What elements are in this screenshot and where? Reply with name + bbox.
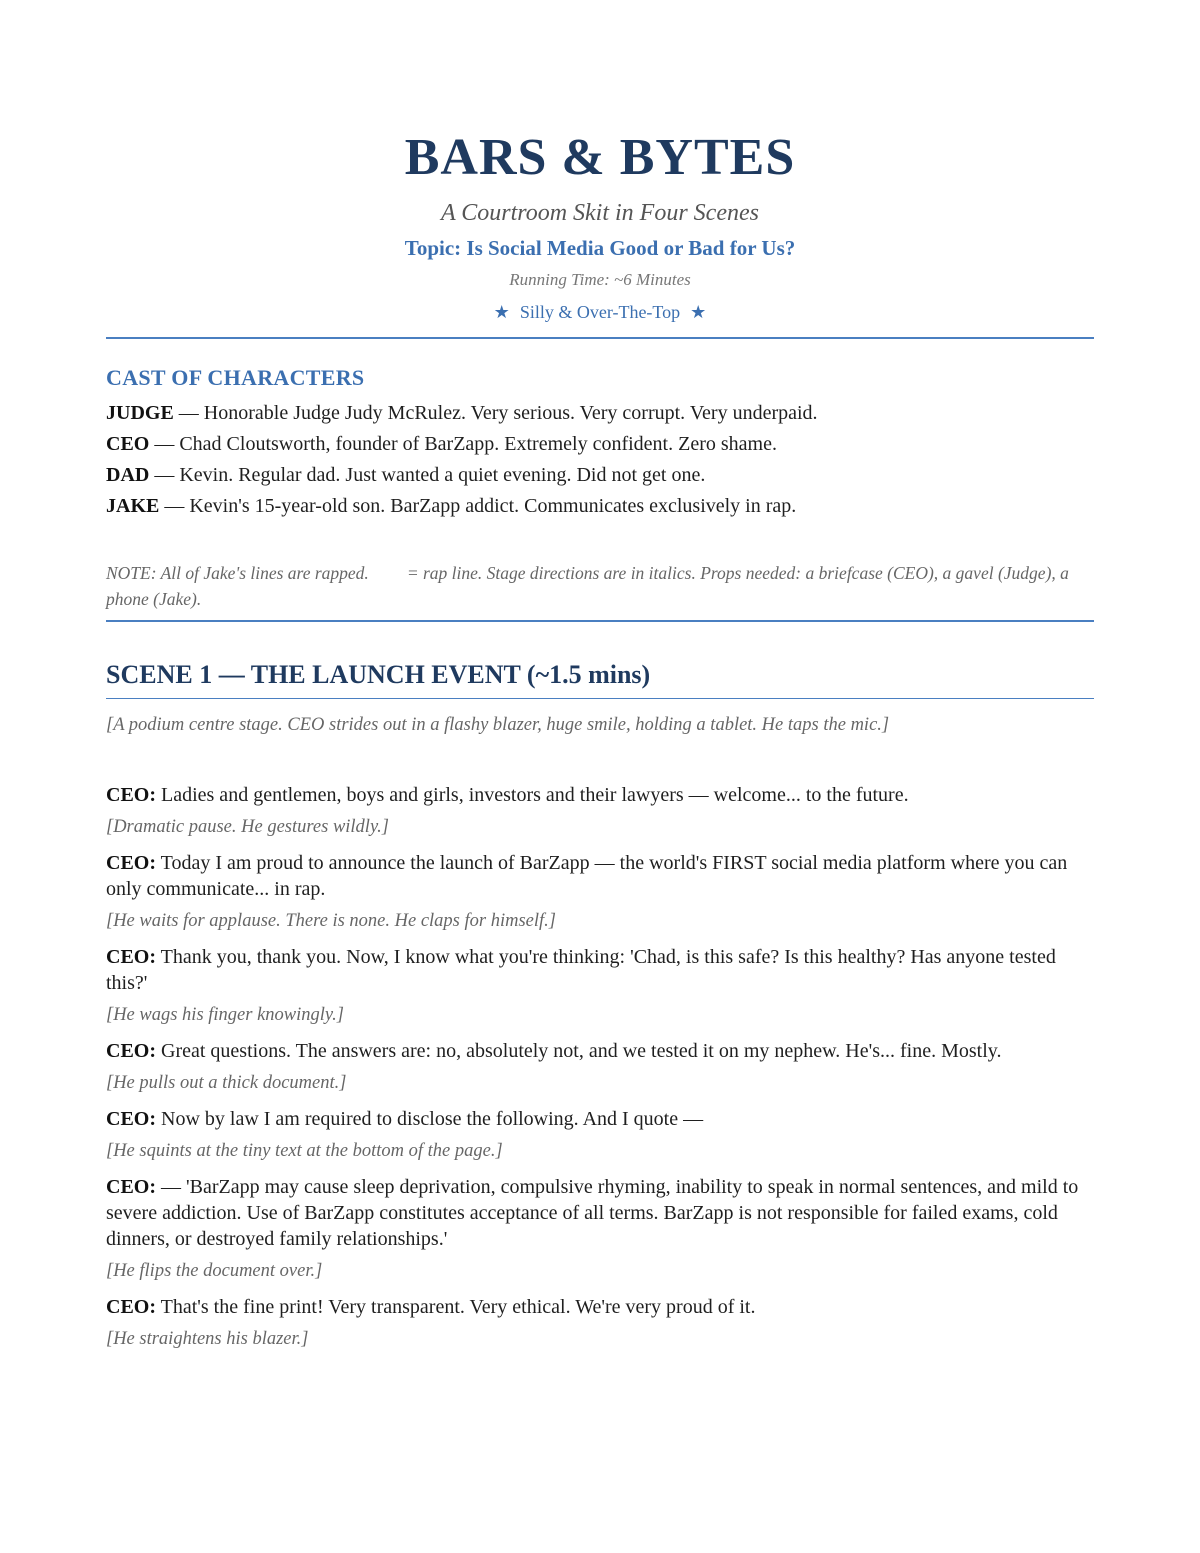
speaker-label: CEO: <box>106 946 156 968</box>
stage-direction: [He waits for applause. There is none. He claps for himself.] <box>106 911 556 931</box>
cast-member <box>106 429 1094 460</box>
section-divider <box>106 337 1094 339</box>
line-text: Great questions. The answers are: no, absolutely not, and we tested it on my nephew. He's... fine. Mostly. <box>156 1040 1002 1062</box>
stage-direction: [He flips the document over.] <box>106 1261 323 1281</box>
cast-member <box>106 398 1094 429</box>
speaker-label: CEO: <box>106 852 156 874</box>
running-time: Running Time: ~6 Minutes <box>509 270 691 289</box>
dialogue-line <box>106 850 1094 902</box>
speaker-label: CEO: <box>106 1108 156 1130</box>
cast-description: — Kevin. Regular dad. Just wanted a quiet evening. Did not get one. <box>149 464 706 486</box>
section-divider <box>106 620 1094 622</box>
stage-direction: [He straightens his blazer.] <box>106 1329 309 1349</box>
speaker-label: CEO: <box>106 784 156 806</box>
cast-role: CEO <box>106 433 150 455</box>
note-part-2: = rap line. Stage directions are in italics. Props needed: a briefcase (CEO), a gavel (Judge), a phone (Jake). <box>106 563 1069 609</box>
stage-direction: [He wags his finger knowingly.] <box>106 1005 344 1025</box>
speaker-label: CEO: <box>106 1296 156 1318</box>
note-part-1: NOTE: All of Jake's lines are rapped. <box>106 563 369 583</box>
scene-dialogue <box>106 712 1094 1352</box>
page-subtitle: A Courtroom Skit in Four Scenes <box>441 200 759 226</box>
cast-description: — Chad Cloutsworth, founder of BarZapp. Extremely confident. Zero shame. <box>149 433 777 455</box>
cast-role: JUDGE <box>106 402 174 424</box>
page-title: BARS & BYTES <box>404 129 796 186</box>
scene-heading: SCENE 1 — THE LAUNCH EVENT (~1.5 mins) <box>106 660 651 689</box>
cast-role: DAD <box>106 464 150 486</box>
dialogue-line <box>106 1106 1094 1132</box>
star-icon: ★ <box>493 302 510 322</box>
line-text: — 'BarZapp may cause sleep deprivation, compulsive rhyming, inability to speak in normal sentences, and mild to severe addiction. Use of BarZapp constitutes acceptance of all terms. BarZapp is not responsible for failed exams, cold dinners, or destroyed family relationships.' <box>106 1176 1079 1250</box>
cast-heading: CAST OF CHARACTERS <box>106 365 365 390</box>
stage-direction: [A podium centre stage. CEO strides out in a flashy blazer, huge smile, holding a tablet. He taps the mic.] <box>106 715 890 735</box>
line-text: Ladies and gentlemen, boys and girls, investors and their lawyers — welcome... to the future. <box>156 784 909 806</box>
line-text: That's the fine print! Very transparent. Very ethical. We're very proud of it. <box>156 1296 756 1318</box>
cast-role: JAKE <box>106 495 160 517</box>
tagline-text: Silly & Over-The-Top <box>519 302 681 322</box>
line-text: Thank you, thank you. Now, I know what you're thinking: 'Chad, is this safe? Is this healthy? Has anyone tested this?' <box>106 946 1056 994</box>
cast-description: — Honorable Judge Judy McRulez. Very serious. Very corrupt. Very underpaid. <box>173 402 818 424</box>
cast-list <box>106 398 1094 522</box>
cast-member <box>106 491 1094 522</box>
dialogue-line <box>106 944 1094 996</box>
speaker-label: CEO: <box>106 1176 156 1198</box>
scene-underline <box>106 698 1094 699</box>
stage-direction: [Dramatic pause. He gestures wildly.] <box>106 817 389 837</box>
topic-line: Topic: Is Social Media Good or Bad for Us? <box>404 236 796 260</box>
stage-direction: [He squints at the tiny text at the bottom of the page.] <box>106 1141 503 1161</box>
dialogue-line <box>106 782 1094 808</box>
cast-member <box>106 460 1094 491</box>
dialogue-line <box>106 1294 1094 1320</box>
production-note <box>106 560 1094 612</box>
cast-description: — Kevin's 15-year-old son. BarZapp addict. Communicates exclusively in rap. <box>159 495 797 517</box>
star-icon: ★ <box>690 302 707 322</box>
line-text: Now by law I am required to disclose the following. And I quote — <box>156 1108 704 1130</box>
dialogue-line <box>106 1174 1094 1252</box>
line-text: Today I am proud to announce the launch of BarZapp — the world's FIRST social media platform where you can only communicate... in rap. <box>106 852 1068 900</box>
tagline <box>106 300 1094 324</box>
stage-direction: [He pulls out a thick document.] <box>106 1073 347 1093</box>
dialogue-line <box>106 1038 1094 1064</box>
speaker-label: CEO: <box>106 1040 156 1062</box>
